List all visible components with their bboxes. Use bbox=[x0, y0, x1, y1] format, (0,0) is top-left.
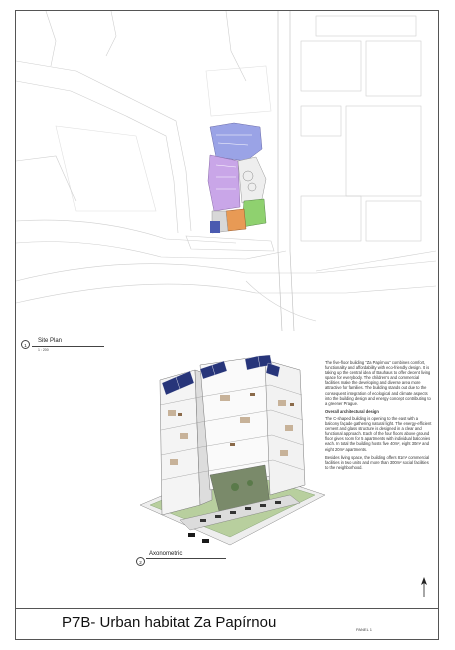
site-plan-number: 1 bbox=[21, 340, 30, 349]
axonometric-number: 2 bbox=[136, 557, 145, 566]
project-title: P7B- Urban habitat Za Papírnou bbox=[62, 614, 277, 631]
north-arrow-icon bbox=[419, 575, 429, 599]
panel-label: PANEL 1 bbox=[356, 627, 373, 632]
site-plan-caption-line bbox=[32, 346, 104, 347]
axonometric-title: Axonometric bbox=[149, 551, 183, 557]
site-plan-scale: 1 : 200 bbox=[38, 348, 49, 352]
description-body: The C-shaped building is opening to the east with a balcony façade gathering natural light. The energy-efficient cement and glass structure is designed in a clear and functional approach. Each of the four floors above ground floor gives room for 5 apartments with individual balconies each. In total the building hosts five 40m², eight 30m² and eight 20m² apartments. bbox=[325, 415, 432, 452]
axonometric-caption-line bbox=[146, 558, 226, 559]
description-closing: Besides living space, the building offers 81m² commercial facilities in two units and more than 300m² social facilities to the neighborhood. bbox=[325, 454, 430, 470]
description-intro: The five-floor building "Za Papírnou" combines comfort, functionality and affordability with eco-friendly design. It is taking up the central idea of Bauhaus to offer decent living space for everybody. The children's and commercial facilities make the developing and diverse area more attractive for families. The building stands out due to the consequent integration of ecological and climate aspects into the building design and energy concept contributing to a greener Prague. bbox=[325, 360, 431, 406]
description-heading: Overall architectural design bbox=[325, 408, 379, 414]
site-plan-title: Site Plan bbox=[38, 338, 63, 344]
site-plan-drawing bbox=[16, 11, 438, 331]
axonometric-drawing bbox=[140, 355, 325, 550]
project-description bbox=[325, 360, 433, 473]
